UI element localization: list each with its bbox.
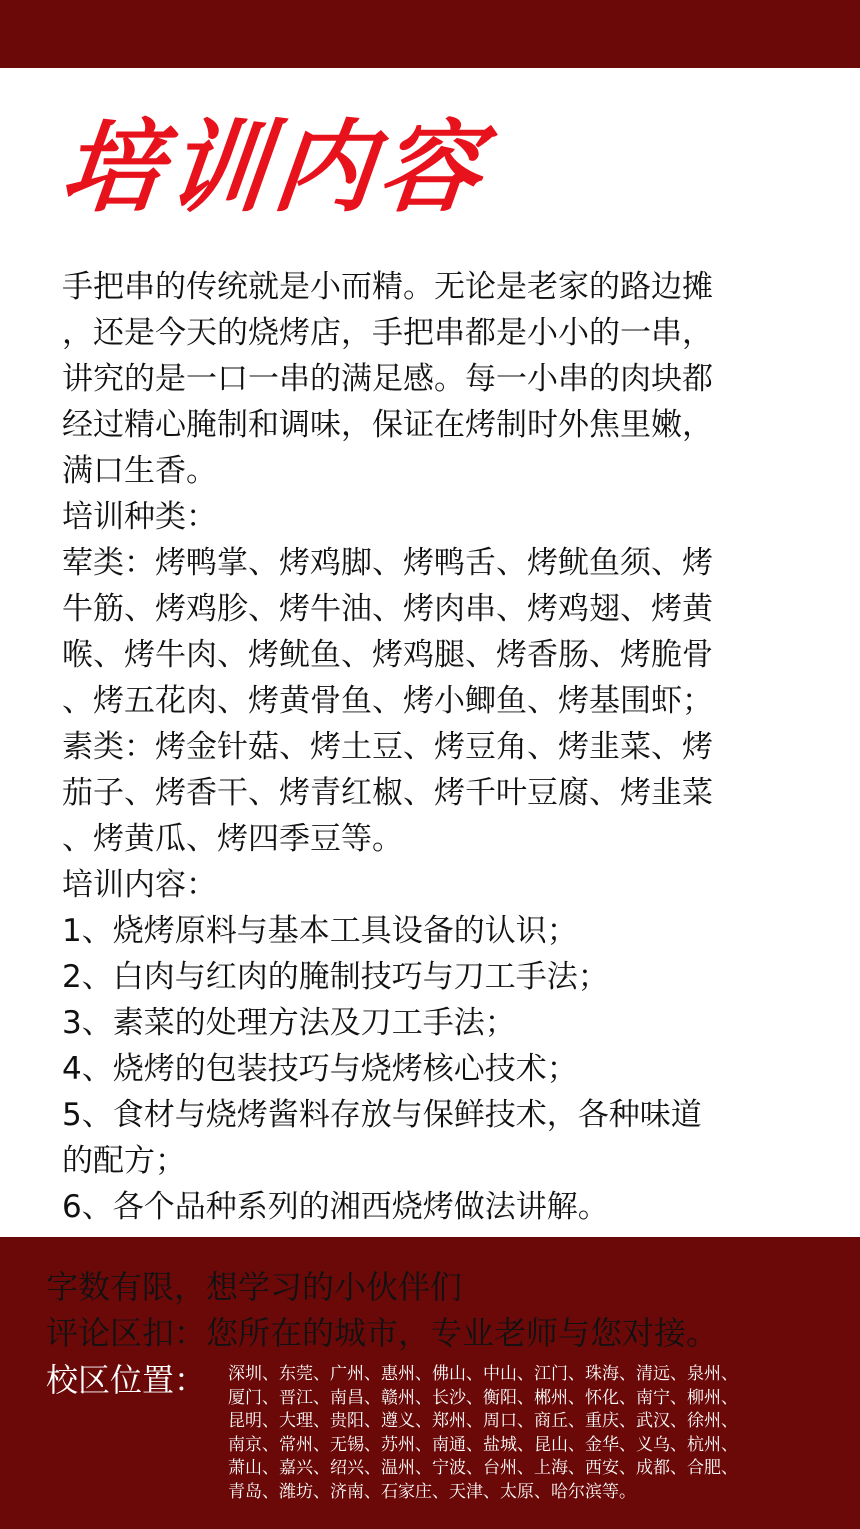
campus-line: 厦门、晋江、南昌、赣州、长沙、衡阳、郴州、怀化、南宁、柳州、	[228, 1387, 738, 1408]
curriculum-item: 2、白肉与红肉的腌制技巧与刀工手法；	[62, 959, 609, 995]
curriculum-item: 5、食材与烧烤酱料存放与保鲜技术，各种味道	[62, 1097, 702, 1133]
varieties-heading: 培训种类：	[62, 499, 217, 535]
top-band	[0, 0, 860, 68]
intro-line: 手把串的传统就是小而精。无论是老家的路边摊	[62, 269, 713, 305]
promo-line-2: 评论区扣：您所在的城市，专业老师与您对接。	[46, 1314, 719, 1352]
campus-list	[228, 1363, 828, 1505]
intro-line: 讲究的是一口一串的满足感。每一小串的肉块都	[62, 361, 713, 397]
campus-label: 校区位置：	[46, 1361, 207, 1399]
promo-line-1: 字数有限，想学习的小伙伴们	[46, 1268, 463, 1306]
veg-line: 素类：烤金针菇、烤土豆、烤豆角、烤韭菜、烤	[62, 729, 713, 765]
curriculum-heading: 培训内容：	[62, 867, 217, 903]
veg-line: 茄子、烤香干、烤青红椒、烤千叶豆腐、烤韭菜	[62, 775, 713, 811]
curriculum-item: 3、素菜的处理方法及刀工手法；	[62, 1005, 516, 1041]
meat-line: 、烤五花肉、烤黄骨鱼、烤小鲫鱼、烤基围虾；	[62, 683, 713, 719]
main-content	[62, 264, 792, 1230]
curriculum-item: 的配方；	[62, 1143, 186, 1179]
intro-line: ，还是今天的烧烤店，手把串都是小小的一串，	[62, 315, 713, 351]
campus-line: 青岛、潍坊、济南、石家庄、天津、太原、哈尔滨等。	[228, 1481, 636, 1502]
campus-line: 南京、常州、无锡、苏州、南通、盐城、昆山、金华、义乌、杭州、	[228, 1434, 738, 1455]
campus-line: 昆明、大理、贵阳、遵义、郑州、周口、商丘、重庆、武汉、徐州、	[228, 1411, 738, 1432]
intro-line: 经过精心腌制和调味，保证在烤制时外焦里嫩，	[62, 407, 713, 443]
curriculum-item: 4、烧烤的包装技巧与烧烤核心技术；	[62, 1051, 578, 1087]
campus-line: 深圳、东莞、广州、惠州、佛山、中山、江门、珠海、清远、泉州、	[228, 1364, 738, 1384]
curriculum-item: 1、烧烤原料与基本工具设备的认识；	[62, 913, 578, 949]
meat-line: 荤类：烤鸭掌、烤鸡脚、烤鸭舌、烤鱿鱼须、烤	[62, 545, 713, 581]
page-title: 培训内容	[55, 109, 493, 226]
meat-line: 喉、烤牛肉、烤鱿鱼、烤鸡腿、烤香肠、烤脆骨	[62, 637, 713, 673]
veg-line: 、烤黄瓜、烤四季豆等。	[62, 821, 403, 857]
curriculum-item: 6、各个品种系列的湘西烧烤做法讲解。	[62, 1189, 609, 1225]
meat-line: 牛筋、烤鸡胗、烤牛油、烤肉串、烤鸡翅、烤黄	[62, 591, 713, 627]
campus-line: 萧山、嘉兴、绍兴、温州、宁波、台州、上海、西安、成都、合肥、	[228, 1458, 738, 1479]
intro-line: 满口生香。	[62, 453, 217, 489]
